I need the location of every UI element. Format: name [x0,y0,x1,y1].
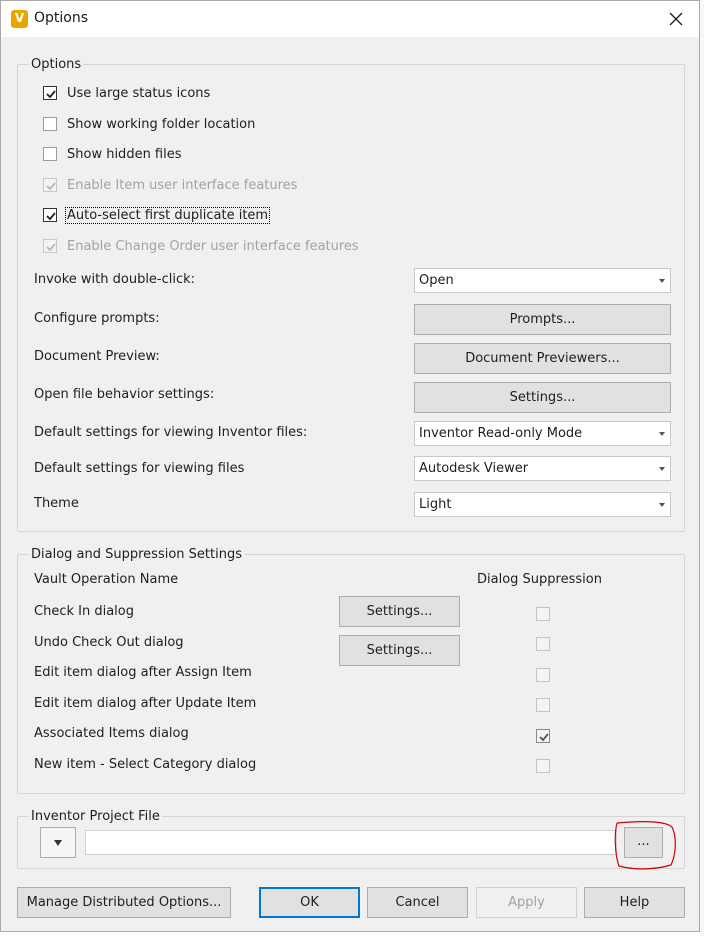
large-status-icons-checkbox[interactable] [43,86,57,100]
enable-change-order-ui-label: Enable Change Order user interface features [67,238,359,254]
edit-item-assign-suppression-checkbox[interactable] [536,668,550,682]
vault-operation-name-header: Vault Operation Name [34,572,179,587]
project-file-path-field[interactable] [85,830,617,855]
ok-button[interactable]: OK [259,887,360,918]
check-in-dialog-label: Check In dialog [34,604,134,619]
associated-items-suppression-checkbox[interactable] [536,729,550,743]
edit-item-update-label: Edit item dialog after Update Item [34,696,257,711]
files-view-label: Default settings for viewing files [34,461,245,476]
undo-check-out-settings-button[interactable]: Settings... [339,635,460,666]
check-in-settings-button[interactable]: Settings... [339,596,460,627]
chevron-down-icon [54,840,62,846]
new-item-category-suppression-checkbox[interactable] [536,759,550,773]
working-folder-checkbox[interactable] [43,117,57,131]
inventor-view-select[interactable] [414,421,671,446]
enable-item-ui-label: Enable Item user interface features [67,177,298,193]
chevron-down-icon [659,467,665,471]
hidden-files-label: Show hidden files [67,146,182,162]
checkbox-row-hidden-files[interactable] [43,144,183,164]
invoke-double-click-value: Open [419,273,454,288]
working-folder-label: Show working folder location [67,116,256,132]
checkbox-row-auto-select-duplicate[interactable] [43,205,269,225]
open-file-behavior-label: Open file behavior settings: [34,387,215,402]
options-group-title: Options [31,57,82,72]
dialog-suppression-group-title: Dialog and Suppression Settings [31,547,242,562]
background-window-strip [700,0,704,936]
invoke-double-click-select[interactable] [414,268,671,293]
checkbox-row-enable-change-order-ui [43,236,360,256]
inventor-view-label: Default settings for viewing Inventor files: [34,425,308,440]
help-button[interactable]: Help [584,887,685,918]
cancel-button[interactable]: Cancel [367,887,468,918]
files-view-select[interactable] [414,456,671,481]
chevron-down-icon [659,279,665,283]
chevron-down-icon [659,432,665,436]
theme-label: Theme [34,496,79,511]
project-file-dropdown-button[interactable] [40,827,76,858]
associated-items-dialog-label: Associated Items dialog [34,726,189,741]
edit-item-assign-label: Edit item dialog after Assign Item [34,665,252,680]
title-bar [1,1,699,37]
checkmark-icon [538,731,550,743]
browse-project-file-button[interactable]: ... [624,827,663,858]
edit-item-update-suppression-checkbox[interactable] [536,698,550,712]
checkmark-icon [45,88,57,100]
enable-item-ui-checkbox [43,178,57,192]
dialog-suppression-header: Dialog Suppression [477,572,602,587]
checkbox-row-enable-item-ui [43,175,298,195]
chevron-down-icon [659,503,665,507]
invoke-double-click-label: Invoke with double-click: [34,272,196,287]
open-file-behavior-settings-button[interactable]: Settings... [414,382,671,413]
apply-button: Apply [476,887,577,918]
checkbox-row-large-status-icons[interactable] [43,83,211,103]
checkmark-icon [45,210,57,222]
auto-select-duplicate-checkbox[interactable] [43,208,57,222]
close-icon [669,12,683,26]
checkmark-icon [45,241,57,253]
theme-select[interactable] [414,492,671,517]
undo-check-out-dialog-label: Undo Check Out dialog [34,635,184,650]
new-item-category-dialog-label: New item - Select Category dialog [34,757,257,772]
theme-value: Light [419,497,452,512]
auto-select-duplicate-label: Auto-select first duplicate item [67,207,269,223]
inventor-project-file-group-title: Inventor Project File [31,809,160,824]
prompts-button[interactable]: Prompts... [414,304,671,335]
vault-app-icon: V [11,10,28,28]
hidden-files-checkbox[interactable] [43,147,57,161]
undo-check-out-suppression-checkbox[interactable] [536,637,550,651]
document-previewers-button[interactable]: Document Previewers... [414,343,671,374]
checkmark-icon [45,180,57,192]
close-button[interactable] [656,4,696,34]
manage-distributed-options-button[interactable]: Manage Distributed Options... [17,887,231,918]
enable-change-order-ui-checkbox [43,239,57,253]
check-in-suppression-checkbox[interactable] [536,607,550,621]
large-status-icons-label: Use large status icons [67,85,211,101]
document-preview-label: Document Preview: [34,349,160,364]
configure-prompts-label: Configure prompts: [34,311,160,326]
files-view-value: Autodesk Viewer [419,461,529,476]
inventor-view-value: Inventor Read-only Mode [419,426,583,441]
window-title: Options [34,10,89,26]
checkbox-row-working-folder[interactable] [43,114,256,134]
annotation-highlight [609,817,679,873]
